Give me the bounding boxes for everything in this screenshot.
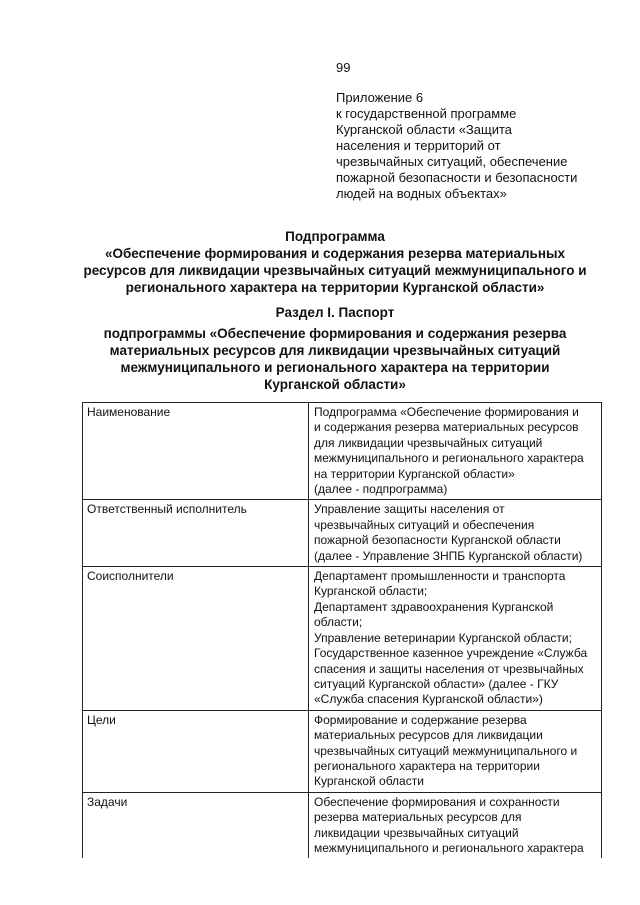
value-line: ликвидации чрезвычайных ситуаций	[314, 825, 519, 840]
row-value	[309, 567, 602, 711]
row-value	[309, 792, 602, 858]
subprogram-heading-line: Подпрограмма	[285, 229, 385, 244]
value-line: на территории Курганской области»	[314, 466, 515, 481]
value-line: Формирование и содержание резерва	[314, 712, 527, 727]
section-heading-line: материальных ресурсов для ликвидации чрезвычайных ситуаций	[109, 343, 561, 358]
value-line: чрезвычайных ситуаций и обеспечения	[314, 517, 535, 532]
value-line: Подпрограмма «Обеспечение формирования и	[314, 405, 579, 419]
row-value	[309, 710, 602, 792]
value-line: межмуниципального и регионального характера	[314, 840, 584, 855]
value-line: Управление защиты населения от	[314, 502, 505, 517]
row-label: Соисполнители	[83, 567, 309, 711]
section-heading-line: подпрограммы «Обеспечение формирования и содержания резерва	[103, 326, 567, 341]
row-value	[309, 403, 602, 500]
value-line: резерва материальных ресурсов для	[314, 810, 522, 825]
subprogram-heading	[60, 228, 610, 296]
value-line: Обеспечение формирования и сохранности	[314, 794, 560, 809]
value-line: Департамент здравоохранения Курганской	[314, 599, 554, 614]
appendix-line: людей на водных объектах»	[336, 186, 507, 201]
value-line: «Служба спасения Курганской области»)	[314, 692, 543, 707]
appendix-line: Приложение 6	[336, 90, 424, 105]
subprogram-heading-line: «Обеспечение формирования и содержания резерва материальных	[104, 246, 566, 261]
value-line: для ликвидации чрезвычайных ситуаций	[314, 435, 543, 450]
value-line: Курганской области	[314, 774, 424, 789]
row-label: Цели	[83, 710, 309, 792]
row-value	[309, 500, 602, 567]
value-line: спасения и защиты населения от чрезвычайных	[314, 661, 584, 676]
section-heading	[60, 304, 610, 393]
value-line: Государственное казенное учреждение «Служба	[314, 646, 588, 661]
row-label: Наименование	[83, 403, 309, 500]
subprogram-heading-line: ресурсов для ликвидации чрезвычайных ситуаций межмуниципального и	[83, 263, 587, 278]
value-line: Управление ветеринарии Курганской области;	[314, 630, 572, 645]
appendix-line: пожарной безопасности и безопасности	[336, 170, 578, 185]
appendix-line: Курганской области «Защита	[336, 122, 513, 137]
table-row	[83, 500, 602, 567]
value-line: Курганской области;	[314, 584, 428, 599]
appendix-line: чрезвычайных ситуаций, обеспечение	[336, 154, 568, 169]
row-label: Задачи	[83, 792, 309, 858]
value-line: и содержания резерва материальных ресурсов	[314, 420, 579, 435]
appendix-line: к государственной программе	[336, 106, 517, 121]
table-row	[83, 403, 602, 500]
page-number: 99	[336, 60, 351, 75]
value-line: межмуниципального и регионального характера	[314, 451, 584, 466]
value-line: пожарной безопасности Курганской области	[314, 533, 561, 548]
section-title: Раздел I. Паспорт	[275, 305, 395, 320]
value-line: чрезвычайных ситуаций межмуниципального и	[314, 743, 578, 758]
section-heading-line: Курганской области»	[264, 377, 406, 392]
table-row	[83, 792, 602, 858]
appendix-line: населения и территорий от	[336, 138, 501, 153]
value-line: (далее - подпрограмма)	[314, 482, 448, 497]
value-line: (далее - Управление ЗНПБ Курганской области)	[314, 548, 583, 563]
value-line: Департамент промышленности и транспорта	[314, 569, 566, 584]
table-row	[83, 710, 602, 792]
value-line: области;	[314, 615, 363, 630]
value-line: ситуаций Курганской области» (далее - ГКУ	[314, 676, 559, 691]
row-label: Ответственный исполнитель	[83, 500, 309, 567]
table-row	[83, 567, 602, 711]
passport-table	[82, 402, 602, 858]
section-heading-line: межмуниципального и регионального характера на территории	[120, 360, 550, 375]
subprogram-heading-line: регионального характера на территории Курганской области»	[125, 280, 545, 295]
value-line: материальных ресурсов для ликвидации	[314, 728, 543, 743]
appendix-note	[336, 90, 621, 202]
value-line: регионального характера на территории	[314, 758, 540, 773]
